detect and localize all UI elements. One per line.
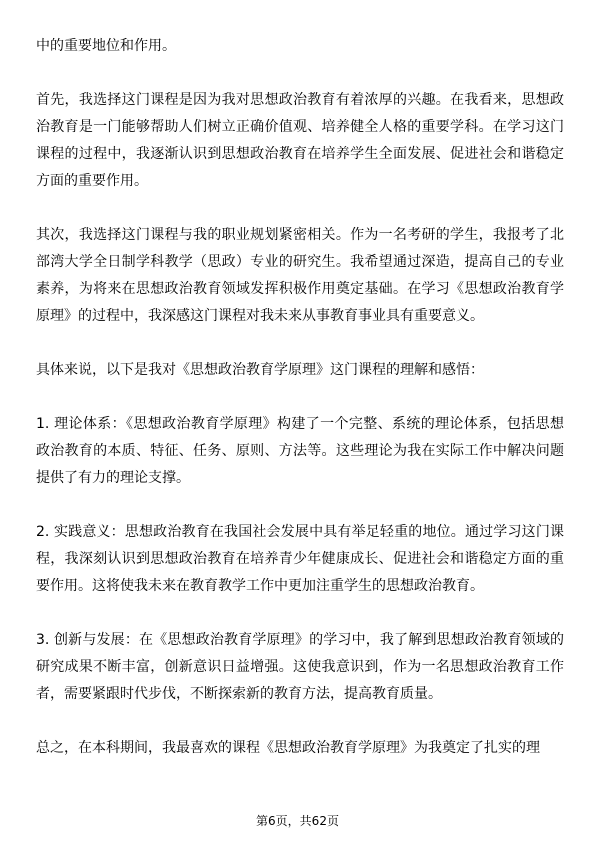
document-body (36, 33, 564, 762)
paragraph-theory: 1. 理论体系：《思想政治教育学原理》构建了一个完整、系统的理论体系，包括思想政治教育的本质、特征、任务、原则、方法等。这些理论为我在实际工作中解决问题提供了有力的理论支撑。 (36, 416, 564, 486)
paragraph-career: 其次，我选择这门课程与我的职业规划紧密相关。作为一名考研的学生，我报考了北部湾大学全日制学科教学（思政）专业的研究生。我希望通过深造，提高自己的专业素养，为将来在思想政治教育领域发挥积极作用奠定基础。在学习《思想政治教育学原理》的过程中，我深感这门课程对我未来从事教育事业具有重要意义。 (36, 227, 564, 324)
paragraph-interest: 首先，我选择这门课程是因为我对思想政治教育有着浓厚的兴趣。在我看来，思想政治教育是一门能够帮助人们树立正确价值观、培养健全人格的重要学科。在学习这门课程的过程中，我逐渐认识到思想政治教育在培养学生全面发展、促进社会和谐稳定方面的重要作用。 (36, 92, 564, 189)
page-number: 第6页，共62页 (256, 814, 339, 828)
paragraph-continuation: 中的重要地位和作用。 (36, 38, 176, 54)
paragraph-intro-list: 具体来说，以下是我对《思想政治教育学原理》这门课程的理解和感悟： (36, 362, 484, 378)
paragraph-innovation: 3. 创新与发展：在《思想政治教育学原理》的学习中，我了解到思想政治教育领域的研究成果不断丰富，创新意识日益增强。这使我意识到，作为一名思想政治教育工作者，需要紧跟时代步伐，不断探索新的教育方法，提高教育质量。 (36, 632, 564, 702)
paragraph-conclusion: 总之，在本科期间，我最喜欢的课程《思想政治教育学原理》为我奠定了扎实的理 (36, 740, 540, 756)
paragraph-practice: 2. 实践意义：思想政治教育在我国社会发展中具有举足轻重的地位。通过学习这门课程，我深刻认识到思想政治教育在培养青少年健康成长、促进社会和谐稳定方面的重要作用。这将使我未来在教育教学工作中更加注重学生的思想政治教育。 (36, 524, 564, 594)
